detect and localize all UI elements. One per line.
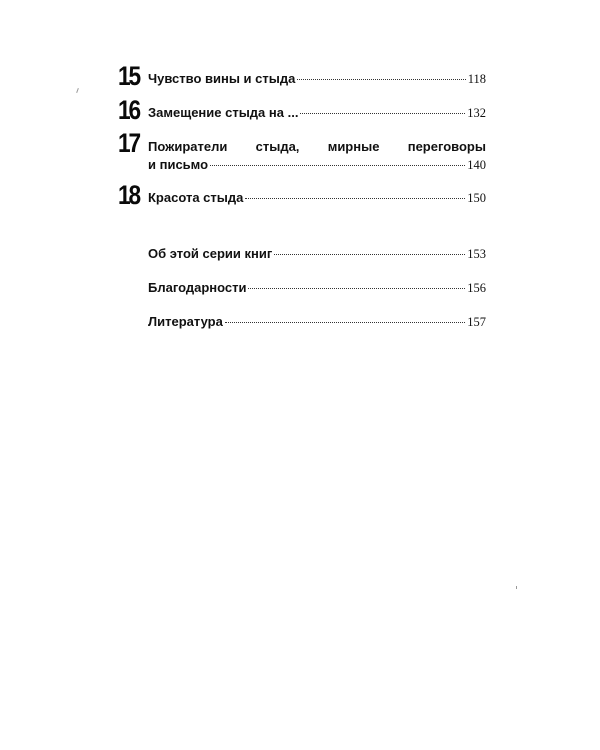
toc-line: [148, 104, 486, 122]
section-title: Литература: [148, 314, 223, 329]
chapter-title: Замещение стыда на ...: [148, 105, 299, 120]
dot-leader: [210, 156, 465, 166]
page-number: 140: [467, 158, 486, 172]
scan-speck: [516, 586, 517, 589]
chapter-number: 18: [118, 180, 140, 210]
section-title: Благодарности: [148, 280, 247, 295]
toc-line: [148, 245, 486, 263]
dot-leader: [274, 245, 465, 255]
dot-leader: [245, 189, 465, 199]
page-number: 157: [467, 315, 486, 329]
title-word: мирные: [327, 139, 380, 154]
title-word: переговоры: [407, 139, 486, 154]
chapter-number: 15: [118, 61, 140, 91]
page-number: 153: [467, 247, 486, 261]
toc-line: [148, 189, 486, 207]
dot-leader: [225, 313, 465, 323]
dot-leader: [297, 70, 465, 80]
page-number: 118: [467, 72, 486, 86]
title-word: Пожиратели: [148, 139, 228, 154]
dot-leader: [300, 104, 465, 114]
toc-line: [148, 279, 486, 297]
chapter-title-line-1: [148, 138, 486, 156]
page-number: 132: [467, 106, 486, 120]
chapter-title-line-2: и письмо: [148, 157, 209, 172]
page-number: 156: [467, 281, 486, 295]
title-word: стыда,: [255, 139, 300, 154]
toc-line: [148, 156, 486, 174]
chapter-title: Чувство вины и стыда: [148, 71, 296, 86]
chapter-title: Красота стыда: [148, 190, 244, 205]
scan-speck: [76, 88, 79, 93]
toc-line: [148, 313, 486, 331]
chapter-number: 17: [118, 128, 140, 158]
toc-line: [148, 70, 486, 88]
chapter-number: 16: [118, 95, 140, 125]
section-title: Об этой серии книг: [148, 246, 273, 261]
page-number: 150: [467, 191, 486, 205]
dot-leader: [248, 279, 465, 289]
